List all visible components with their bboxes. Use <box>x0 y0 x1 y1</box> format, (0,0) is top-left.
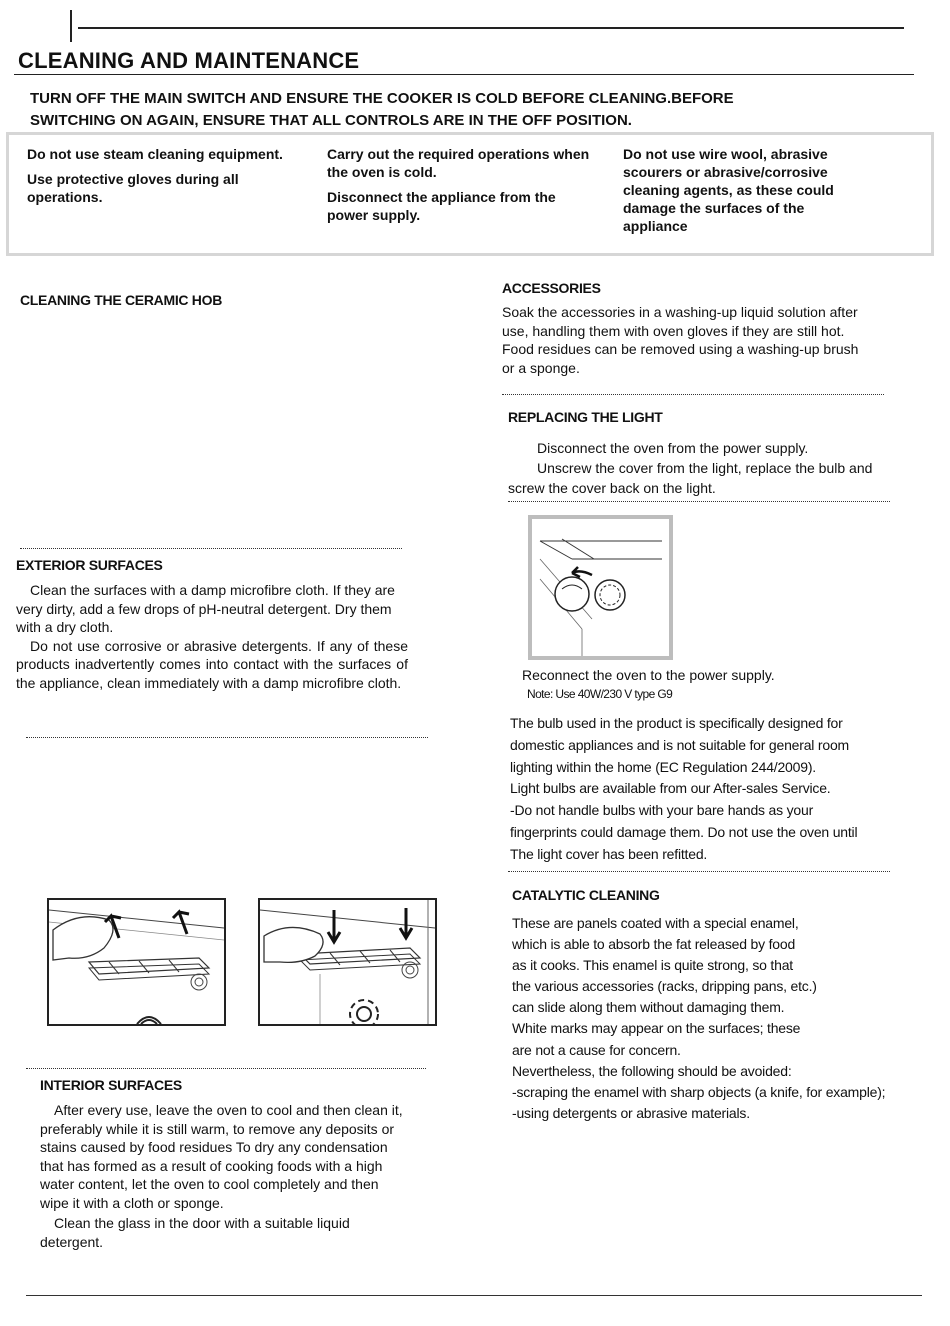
footer-rule <box>26 1295 922 1296</box>
catalytic-text <box>512 913 932 1124</box>
interior-text <box>40 1101 408 1251</box>
remove-shelf-guide-illustration <box>47 898 226 1026</box>
dotted-divider <box>508 871 890 872</box>
light-info-line: Light bulbs are available from our After-sales Service. <box>510 780 831 797</box>
dotted-divider <box>20 548 402 549</box>
light-reconnect: Reconnect the oven to the power supply. <box>522 667 775 683</box>
title-underline <box>14 74 914 75</box>
warning-line-1: TURN OFF THE MAIN SWITCH AND ENSURE THE COOKER IS COLD BEFORE CLEANING.BEFORE <box>30 90 734 107</box>
precaution-abrasive: Do not use wire wool, abrasive scourers or abrasive/corrosive cleaning agents, as these could damage the surfaces of the appliance <box>623 146 834 234</box>
accessories-p1: Soak the accessories in a washing-up liquid solution after use, handling them with oven gloves if they are still hot. Food residues can be removed using a washing-up brush or a sponge. <box>502 304 859 376</box>
interior-heading: INTERIOR SURFACES <box>40 1077 182 1093</box>
light-heading: REPLACING THE LIGHT <box>508 409 663 425</box>
catalytic-line: -scraping the enamel with sharp objects (a knife, for example); <box>512 1083 886 1100</box>
light-info-line: The bulb used in the product is specifically designed for <box>510 715 843 731</box>
precautions-box <box>6 132 934 256</box>
accessories-text <box>502 303 862 377</box>
dotted-divider <box>26 1068 426 1069</box>
precautions-col-3 <box>623 145 853 242</box>
light-info-line: lighting within the home (EC Regulation 244/2009). <box>510 758 816 775</box>
dotted-divider <box>508 501 890 502</box>
catalytic-line: as it cooks. This enamel is quite strong, so that <box>512 957 793 974</box>
catalytic-line: White marks may appear on the surfaces; these <box>512 1020 801 1037</box>
precaution-gloves: Use protective gloves during all operations. <box>27 171 239 205</box>
catalytic-line: Nevertheless, the following should be avoided: <box>512 1062 792 1079</box>
precaution-cold: Carry out the required operations when the oven is cold. <box>327 146 590 180</box>
remove-shelf-guide-drawing <box>49 900 224 1024</box>
exterior-heading: EXTERIOR SURFACES <box>16 557 163 573</box>
light-step-disconnect: Disconnect the oven from the power supply. <box>537 440 809 456</box>
interior-p1: After every use, leave the oven to cool and then clean it, preferably while it is still warm, to remove any deposits or stains caused by food residues To dry any condensation that has formed as a result of cooking foods with a high water content, let the oven to cool completely and then wipe it with a cloth or sponge. <box>40 1102 403 1211</box>
precautions-col-2 <box>327 145 597 231</box>
catalytic-line: the various accessories (racks, dripping pans, etc.) <box>512 978 817 995</box>
precautions-col-1 <box>27 145 297 213</box>
header-vertical-rule <box>70 10 72 42</box>
precaution-steam: Do not use steam cleaning equipment. <box>27 146 283 162</box>
light-bulb-note: Note: Use 40W/230 V type G9 <box>527 687 673 701</box>
oven-lamp-illustration <box>528 515 673 660</box>
dotted-divider <box>502 394 884 395</box>
exterior-p1: Clean the surfaces with a damp microfibre cloth. If they are very dirty, add a few drops of pH-neutral detergent. Dry them with a dry cloth. <box>16 582 395 635</box>
interior-p2: Clean the glass in the door with a suitable liquid detergent. <box>40 1215 350 1250</box>
oven-lamp-drawing <box>532 519 669 656</box>
precaution-disconnect: Disconnect the appliance from the power supply. <box>327 189 556 223</box>
light-info-line: fingerprints could damage them. Do not use the oven until <box>510 823 858 840</box>
catalytic-heading: CATALYTIC CLEANING <box>512 887 660 903</box>
ceramic-hob-heading: CLEANING THE CERAMIC HOB <box>20 292 223 308</box>
exterior-p2: Do not use corrosive or abrasive detergents. If any of these products inadvertently comes into contact with the surfaces of the appliance, clean immediately with a damp microfibre cloth. <box>16 637 408 691</box>
refit-shelf-guide-drawing <box>260 900 435 1024</box>
catalytic-line: are not a cause for concern. <box>512 1041 681 1058</box>
safety-warning <box>30 88 830 132</box>
page-title: CLEANING AND MAINTENANCE <box>18 48 360 73</box>
light-step-replace: Unscrew the cover from the light, replace the bulb and screw the cover back on the light. <box>508 460 873 496</box>
catalytic-line: -using detergents or abrasive materials. <box>512 1104 750 1121</box>
dotted-divider <box>26 737 428 738</box>
exterior-text <box>16 581 408 692</box>
light-steps <box>508 438 888 498</box>
catalytic-line: These are panels coated with a special enamel, <box>512 915 799 931</box>
accessories-heading: ACCESSORIES <box>502 280 601 296</box>
catalytic-line: can slide along them without damaging them. <box>512 999 785 1016</box>
light-info-line: The light cover has been refitted. <box>510 845 708 862</box>
refit-shelf-guide-illustration <box>258 898 437 1026</box>
warning-line-2: SWITCHING ON AGAIN, ENSURE THAT ALL CONTROLS ARE IN THE OFF POSITION. <box>30 112 632 129</box>
header-rule <box>78 27 904 29</box>
light-bulb-info <box>510 713 910 866</box>
light-info-line: domestic appliances and is not suitable for general room <box>510 736 849 753</box>
light-info-line: -Do not handle bulbs with your bare hands as your <box>510 802 814 819</box>
catalytic-line: which is able to absorb the fat released by food <box>512 936 796 953</box>
